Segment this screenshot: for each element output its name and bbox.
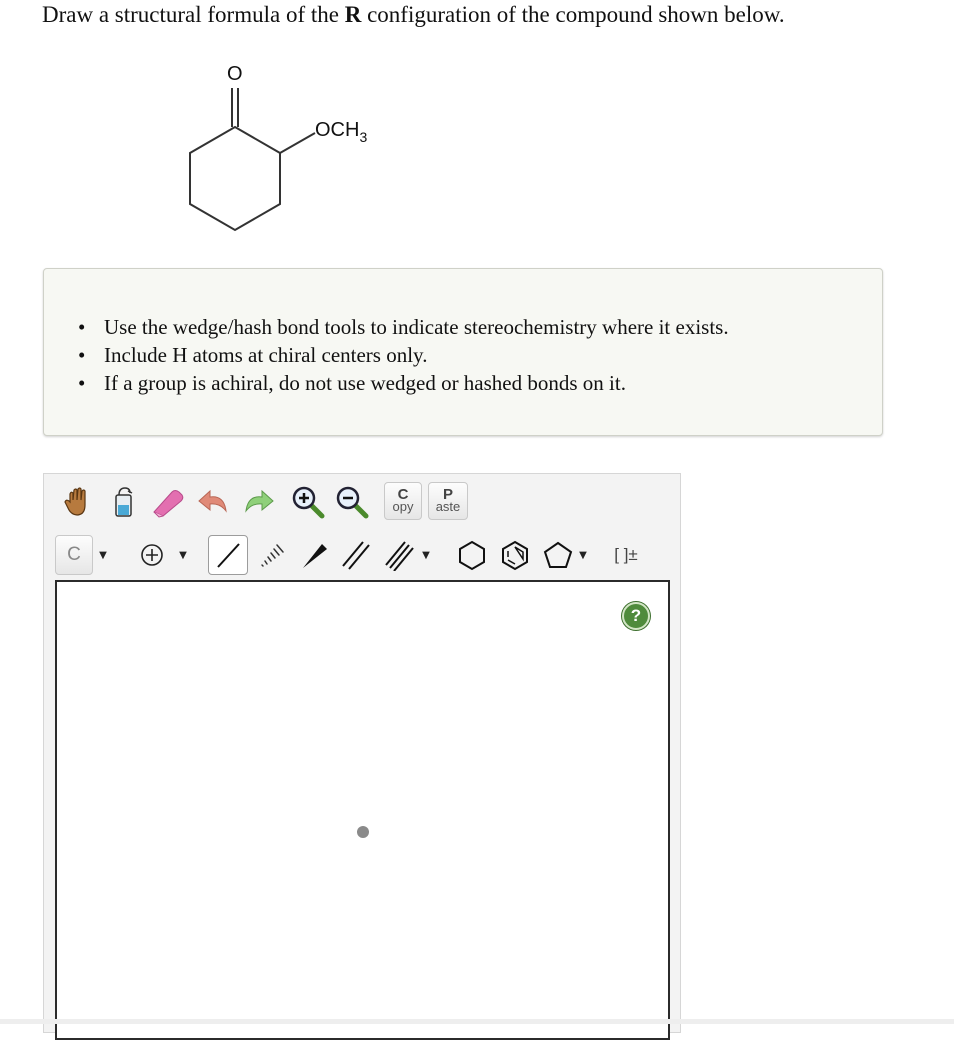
paste-label-small: aste	[435, 499, 461, 514]
instructions-panel	[43, 268, 883, 436]
copy-label-small: opy	[392, 499, 414, 514]
help-button[interactable]	[622, 602, 650, 630]
zoom-out-button[interactable]	[332, 482, 372, 522]
redo-icon	[240, 485, 276, 519]
page-bottom-edge	[0, 1019, 954, 1024]
hand-icon	[61, 485, 95, 519]
instructions-list	[104, 313, 729, 397]
question-bold: R	[344, 2, 362, 27]
ester-bond	[280, 133, 315, 153]
double-bond-button[interactable]	[336, 535, 376, 575]
charge-dropdown-caret[interactable]	[177, 545, 189, 565]
bucket-icon	[107, 485, 141, 519]
double-bond-icon	[340, 539, 372, 571]
eraser-icon	[150, 485, 186, 519]
chevron-down-icon: ▼	[99, 549, 107, 561]
question-prefix: Draw a structural formula of the	[42, 2, 345, 27]
triple-bond-button[interactable]	[380, 535, 420, 575]
triple-bond-icon	[384, 539, 416, 571]
bracket-charge-label: [ ]±	[614, 545, 638, 564]
question-text	[42, 2, 785, 28]
cyclohexane-icon	[456, 539, 488, 571]
eraser-tool-button[interactable]	[148, 482, 188, 522]
cyclopentane-icon	[542, 539, 574, 571]
element-carbon-label: C	[67, 544, 81, 565]
undo-icon	[196, 485, 232, 519]
bracket-charge-button[interactable]	[606, 535, 646, 575]
chevron-down-icon: ▼	[579, 549, 587, 561]
bucket-tool-button[interactable]	[104, 482, 144, 522]
element-carbon-button[interactable]	[55, 535, 93, 575]
zoom-out-icon	[334, 484, 370, 520]
instruction-item: • Use the wedge/hash bond tools to indicate stereochemistry where it exists.	[104, 313, 729, 341]
canvas-center-dot	[357, 826, 369, 838]
hash-bond-button[interactable]	[252, 535, 292, 575]
benzene-icon	[499, 539, 531, 571]
question-suffix: configuration of the compound shown below.	[361, 2, 785, 27]
methoxy-main: OCH	[315, 119, 360, 141]
element-dropdown-caret[interactable]	[97, 545, 109, 565]
zoom-in-icon	[290, 484, 326, 520]
single-bond-icon	[212, 539, 244, 571]
instruction-item: • Include H atoms at chiral centers only.	[104, 341, 729, 369]
paste-label-big: P	[442, 486, 453, 503]
carbonyl-oxygen-label: O	[227, 63, 243, 85]
undo-button[interactable]	[194, 482, 234, 522]
wedge-bond-icon	[298, 539, 330, 571]
chevron-down-icon: ▼	[422, 549, 430, 561]
copy-button[interactable]	[384, 482, 422, 520]
copy-label-big: C	[397, 486, 409, 503]
instruction-item: • If a group is achiral, do not use wedged or hashed bonds on it.	[104, 369, 729, 397]
chevron-down-icon: ▼	[179, 549, 187, 561]
compound-structure	[170, 55, 410, 245]
cyclohexane-button[interactable]	[452, 535, 492, 575]
help-label: ?	[630, 606, 642, 625]
zoom-in-button[interactable]	[288, 482, 328, 522]
cyclopentane-button[interactable]	[538, 535, 578, 575]
hand-tool-button[interactable]	[58, 482, 98, 522]
ring-dropdown-caret[interactable]	[577, 545, 589, 565]
redo-button[interactable]	[238, 482, 278, 522]
methoxy-subscript: 3	[359, 129, 368, 145]
charge-plus-button[interactable]	[132, 535, 172, 575]
hash-bond-icon	[256, 539, 288, 571]
paste-button[interactable]	[428, 482, 468, 520]
cyclohexane-ring	[190, 127, 280, 230]
benzene-button[interactable]	[495, 535, 535, 575]
bond-dropdown-caret[interactable]	[420, 545, 432, 565]
drawing-canvas[interactable]	[55, 580, 670, 1040]
charge-plus-icon	[139, 542, 165, 568]
methoxy-label	[315, 119, 367, 145]
single-bond-button[interactable]	[208, 535, 248, 575]
wedge-bond-button[interactable]	[294, 535, 334, 575]
